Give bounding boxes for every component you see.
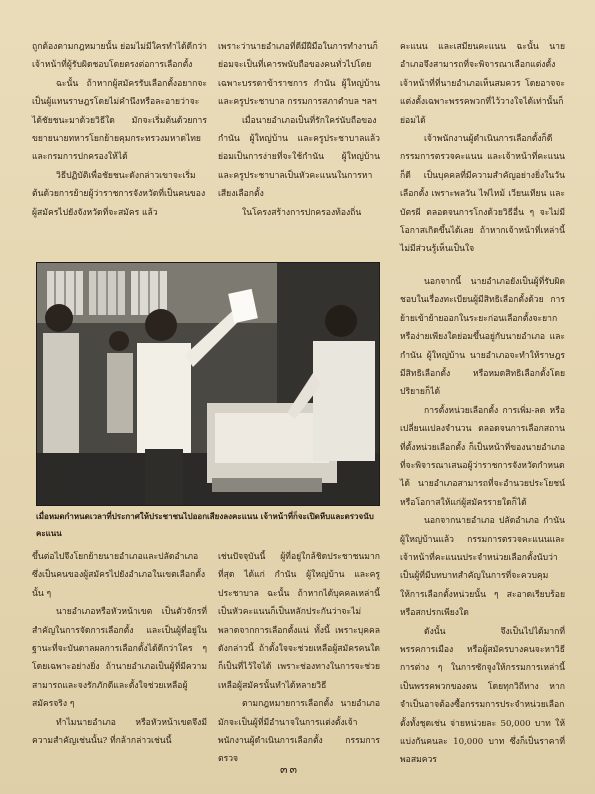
photo-vote-counting <box>36 262 380 506</box>
paragraph: ทำไมนายอำเภอ หรือหัวหน้าเขตจึงมีความสำคัญเช่นนั้น? ที่กล้ากล่าวเช่นนี้ <box>32 717 207 747</box>
column-1-top <box>32 38 207 222</box>
photo-caption: เมื่อหมดกำหนดเวลาที่ประกาศให้ประชาชนไปออกเสียงลงคะแนน เจ้าหน้าที่ก็จะเปิดหีบและตรวจนับคะแนน <box>36 511 374 538</box>
paragraph: ขึ้นต่อไปจึงโยกย้ายนายอำเภอและปลัดอำเภอซึ่งเป็นคนของผู้สมัครไปยังอำเภอในเขตเลือกตั้งนั้น ๆ <box>32 552 206 599</box>
paragraph: วิธีปฏิบัติเพื่อชัยชนะดังกล่าวเขาจะเริ่มต้นด้วยการย้ายผู้ว่าราชการจังหวัดที่เป็นคนของผู้สมัครไปยังจังหวัดที่จะสมัคร แล้ว <box>32 170 206 218</box>
paragraph: เจ้าพนักงานผู้ดำเนินการเลือกตั้งก็ดี กรรมการตรวจคะแนน และเจ้าหน้าที่คะแนนก็ดี เป็นบุคคลที่มีความสำคัญอย่างยิ่งในวันเลือกตั้ง เพราะพลวัน ไฟไหม้ เวียนเทียน และบัตรผี ตลอดจนการโกงด้วยวิธีอื่น ๆ จะไม่มีโอกาสเกิดขึ้นได้เลย ถ้าหากเจ้าหน้าที่เหล่านี้ไม่มีส่วนรู้เห็นเป็นใจ <box>400 134 565 255</box>
paragraph: ฉะนั้น ถ้าหากผู้สมัครรับเลือกตั้งอยากจะเป็นผู้แทนราษฎรโดยไม่คำนึงหรือละอายว่าจะได้ชัยชนะมาด้วยวิธีใด มักจะเริ่มต้นด้วยการขยายนายทหารโยกย้ายคุมกระทรวงมหาดไทยและกรมการปกครองให้ได้ <box>32 78 207 163</box>
column-2-bottom <box>218 548 380 769</box>
paragraph: ถูกต้องตามกฎหมายนั้น ย่อมไม่มีใครทำได้ดีกว่าเจ้าหน้าที่ผู้รับผิดชอบโดยตรงต่อการเลือกตั้ง <box>32 42 207 71</box>
paragraph: นอกจากนี้ นายอำเภอยังเป็นผู้ที่รับผิดชอบในเรื่องทะเบียนผู้มีสิทธิเลือกตั้งด้วย การย้ายเข้าย้ายออกในระยะก่อนเลือกตั้งจะยากหรือง่ายเพียงใดย่อมขึ้นอยู่กับนายอำเภอ และกำนัน ผู้ใหญ่บ้าน นายอำเภอจะทำให้ราษฎรมีสิทธิเลือกตั้ง หรือหมดสิทธิเลือกตั้งโดยปริยายก็ได้ <box>400 276 565 398</box>
paragraph: ดังนั้น จึงเป็นไปได้มากที่พรรคการเมือง หรือผู้สมัครบางคนจะหาวิธีการต่าง ๆ ในการซักจูงให้กรรมการเหล่านี้เป็นพรรคพวกของตน โดยทุกวิถีทาง หากจำเป็นอาจต้องซื้อกรรมการประจำหน่วยเลือกตั้งทั้งชุดเช่น จ่ายหน่วยละ 50,000 บาท ให้แบ่งกันคนละ 10,000 บาท ซึ่งก็เป็นราคาที่พอสมควร <box>400 626 565 766</box>
paragraph: ตามกฎหมายการเลือกตั้ง นายอำเภอมักจะเป็นผู้ที่มีอำนาจในการแต่งตั้งเจ้าพนักงานผู้ดำเนินการเลือกตั้ง กรรมการตรวจ <box>218 699 380 765</box>
paragraph: การตั้งหน่วยเลือกตั้ง การเพิ่ม-ลด หรือเปลี่ยนแปลงจำนวน ตลอดจนการเลือกสถานที่ตั้งหน่วยเลือกตั้ง ก็เป็นหน้าที่ของนายอำเภอที่จะพิจารณาเสนอผู้ว่าราชการจังหวัดกำหนดได้ นายอำเภอสามารถที่จะอำนวยประโยชน์หรือโอกาสให้แก่ผู้สมัครรายใดก็ได้ <box>400 405 565 508</box>
column-2-top <box>218 38 380 222</box>
paragraph: นายอำเภอหรือหัวหน้าเขต เป็นตัวจักรที่สำคัญในการจัดการเลือกตั้ง และเป็นผู้ที่อยู่ในฐานะที่จะบันดาลผลการเลือกตั้งได้ดีกว่าใคร ๆ โดยเฉพาะอย่างยิ่ง ถ้านายอำเภอเป็นผู้ที่มีความสามารถและจงรักภักดีและตั้งใจช่วยเหลือผู้สมัครจริง ๆ <box>32 607 207 710</box>
column-3 <box>400 38 565 770</box>
paragraph: คะแนน และเสมียนคะแนน ฉะนั้น นายอำเภอจึงสามารถที่จะพิจารณาเลือกแต่งตั้งเจ้าหน้าที่ที่นายอำเภอเห็นสมควร โดยอาจจะแต่งตั้งเฉพาะพรรคพวกที่ไว้วางใจได้เท่านั้นก็ย่อมได้ <box>400 42 565 126</box>
paragraph: เมื่อนายอำเภอเป็นที่รักใคร่นับถือของกำนัน ผู้ใหญ่บ้าน และครูประชาบาลแล้ว ย่อมเป็นการง่ายที่จะใช้กำนัน ผู้ใหญ่บ้าน และครูประชาบาลเป็นหัวคะแนนในการหาเสียงเลือกตั้ง <box>218 115 380 200</box>
paragraph: เช่นปัจจุบันนี้ ผู้ที่อยู่ใกล้ชิดประชาชนมากที่สุด ได้แก่ กำนัน ผู้ใหญ่บ้าน และครูประชาบาล ฉะนั้น ถ้าหากได้บุคคลเหล่านี้เป็นหัวคะแนนก็เป็นหลักประกันว่าจะไม่พลาดจากการเลือกตั้งแน่ ทั้งนี้ เพราะบุคคลดังกล่าวนี้ ถ้าตั้งใจจะช่วยเหลือผู้สมัครคนใดก็เป็นที่ไว้ใจได้ เพราะช่องทางในการจะช่วยเหลือผู้สมัครนั้นทำได้หลายวิธี <box>218 552 380 691</box>
column-1-bottom <box>32 548 207 750</box>
paragraph: นอกจากนายอำเภอ ปลัดอำเภอ กำนัน ผู้ใหญ่บ้านแล้ว กรรมการตรวจคะแนนและเจ้าหน้าที่คะแนนประจำหน่วยเลือกตั้งนับว่าเป็นผู้ที่มีบทบาทสำคัญในการที่จะควบคุมให้การเลือกตั้งหน่วยนั้น ๆ สะอาดเรียบร้อยหรือสกปรกเพียงใด <box>400 516 565 619</box>
paragraph: เพราะว่านายอำเภอที่ดีมีฝีมือในการทำงานก็ย่อมจะเป็นที่เคารพนับถือของคนทั่วไปโดยเฉพาะบรรดาข้าราชการ กำนัน ผู้ใหญ่บ้าน และครูประชาบาล กรรมการสภาตำบล ฯลฯ <box>218 42 380 108</box>
page-number: ๓๓ <box>280 763 300 776</box>
paragraph: ในโครงสร้างการปกครองท้องถิ่น <box>242 207 362 218</box>
